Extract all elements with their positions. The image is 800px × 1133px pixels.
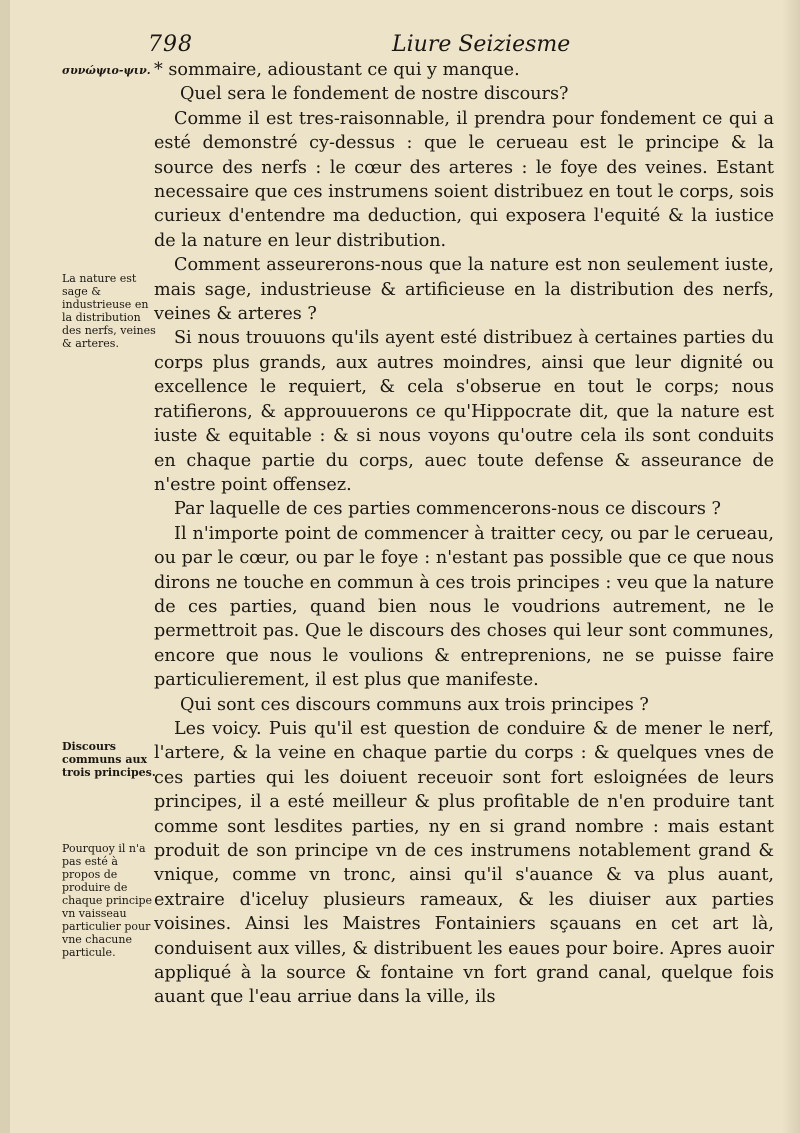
- paragraph-fondement: Comme il est tres-raisonnable, il prendra pour fondement ce qui a esté demonstré cy-dessus : que le cerueau est le principe & la source des nerfs : le cœur des arteres : le foye des veines. Estant necessaire que ces instrumens soient distribuez en tout le corps, sois curieux d'entendre ma deduction, qui exposera l'equité & la iustice de la nature en leur distribution.: [154, 108, 774, 251]
- margin-note-greek: συνώψιο-ψιν.: [62, 64, 151, 77]
- book-title: Liure Seiziesme: [392, 32, 571, 57]
- paragraph-discours-communs: Les voicy. Puis qu'il est question de conduire & de mener le nerf, l'artere, & la veine en chaque partie du corps : & quelques vnes de ces parties qui les doiuent receuoir sont fort esloignées de leurs principes, il a esté meilleur & plus profitable de n'en produire tant comme sont lesdites parties, ny en si grand nombre : mais estant produit de son principe vn de ces instrumens notablement grand & vnique, comme vn tronc, ainsi qu'il s'auance & va plus auant, extraire d'iceluy plusieurs rameaux, & les diuiser aux parties voisines. Ainsi les Maistres Fontainiers sçauans en cet art là, conduisent aux villes, & distribuent les eaues pour boire. Apres auoir appliqué à la source & fontaine vn fort grand canal, quelque fois auant que l'eau arriue dans la ville, ils: [154, 718, 774, 1008]
- paragraph-distribution: Si nous trouuons qu'ils ayent esté distribuez à certaines parties du corps plus grands, aux autres moindres, ainsi que leur dignité ou excellence le requiert, & cela s'obserue en tout le corps; nous ratifierons, & approuuerons ce qu'Hippocrate dit, que la nature est iuste & equitable : & si nous voyons qu'outre cela ils sont conduits en chaque partie du corps, auec toute defense & asseurance de n'estre point offensez.: [154, 328, 774, 495]
- paragraph-sommaire: * sommaire, adioustant ce qui y manque.: [154, 60, 520, 80]
- paragraph-commencer: Il n'importe point de commencer à traitter cecy, ou par le cerueau, ou par le cœur, ou par le foye : n'estant pas possible que ce que nous dirons ne touche en commun à ces trois principes : veu que la nature de ces parties, quand bien nous le voudrions autrement, ne le permettroit pas. Que le discours des choses qui leur sont communes, encore que nous le voulions & entreprenions, ne se puisse faire particulierement, il est plus que manifeste.: [154, 523, 774, 691]
- question-fondement: Quel sera le fondement de nostre discours?: [180, 84, 569, 105]
- margin-note-pourquoy: Pourquoy il n'a pas esté à propos de produire de chaque principe vn vaisseau particulier pour vne chacune particule.: [62, 842, 153, 959]
- page-edge-shadow: [0, 0, 10, 1133]
- question-commencer: Par laquelle de ces parties commencerons-nous ce discours ?: [174, 499, 721, 520]
- running-head: [0, 28, 800, 58]
- page-number: 798: [148, 32, 193, 57]
- margin-note-nature: La nature est sage & industrieuse en la distribution des nerfs, veines & arteres.: [62, 272, 156, 350]
- margin-note-discours: Discours communs aux trois principes.: [62, 740, 156, 779]
- question-nature: Comment asseurerons-nous que la nature est non seulement iuste, mais sage, industrieuse & artificieuse en la distribution des nerfs, veines & arteres ?: [154, 255, 774, 325]
- question-discours-communs: Qui sont ces discours communs aux trois principes ?: [180, 694, 649, 715]
- page-fold-shadow: [782, 0, 800, 1133]
- body-text: [154, 58, 774, 1010]
